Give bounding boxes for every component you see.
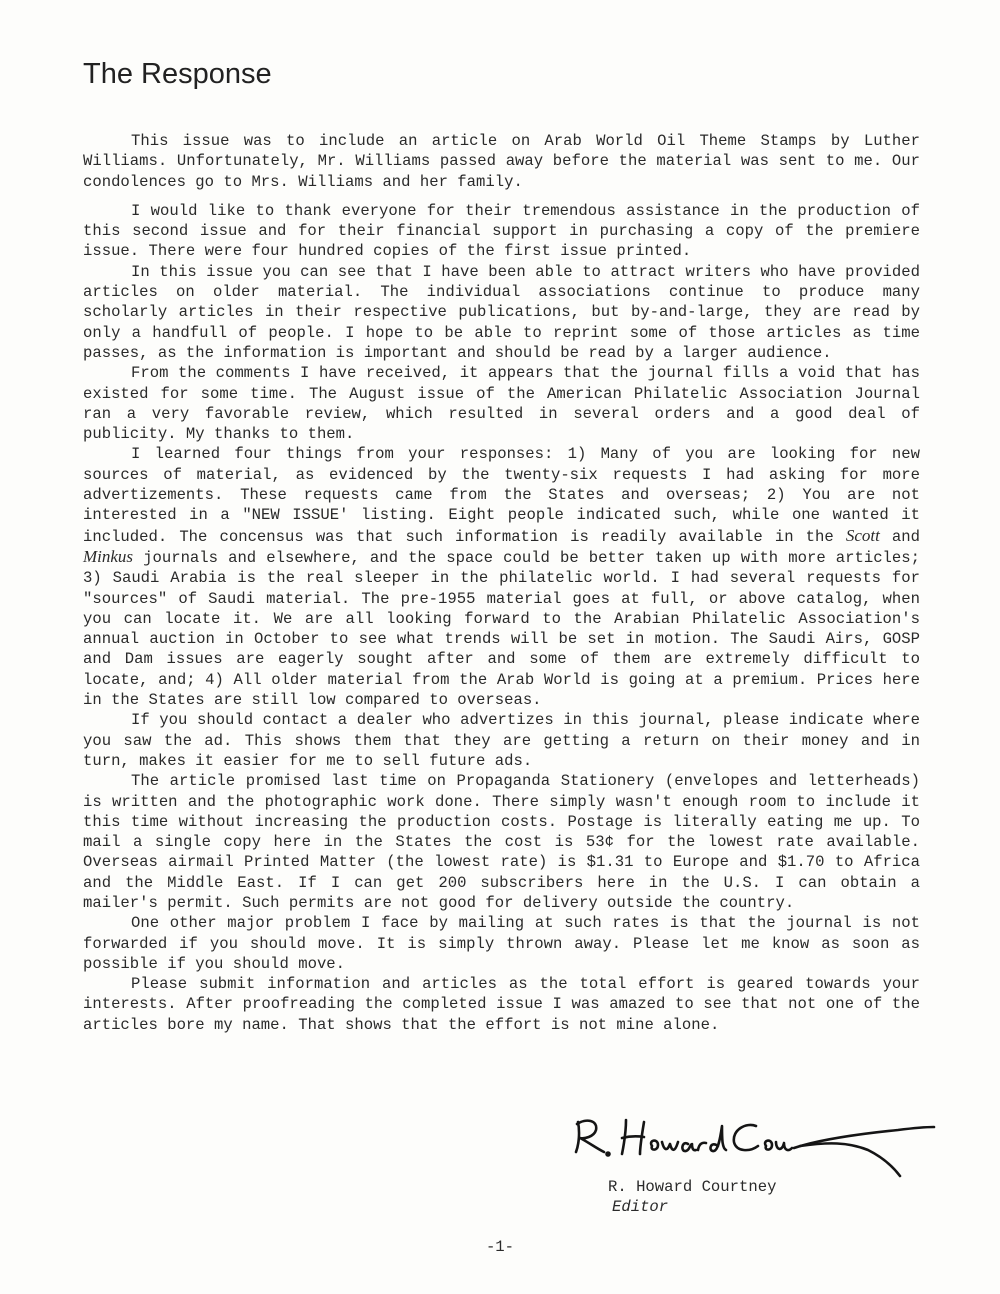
article-body [83,131,920,1035]
minkus-journal-name: Minkus [83,546,134,566]
paragraph-comments: From the comments I have received, it appears that the journal fills a void that has existed for some time. The August issue of the American Philatelic Association Journal ran a very favorable review, which resulted in several orders and a good deal of publicity. My thanks to them. [83,364,920,444]
paragraph-intro: This issue was to include an article on Arab World Oil Theme Stamps by Luther Williams. Unfortunately, Mr. Williams passed away before the material was sent to me. Our condolences go to Mrs. Williams and her family. [83,132,920,191]
paragraph-thanks: I would like to thank everyone for their tremendous assistance in the production of this second issue and for their financial support in purchasing a copy of the premiere issue. There were four hundred copies of the first issue printed. [83,201,920,261]
four-things-text-start: I learned four things from your responses: 1) Many of you are looking for new sources of material, as evidenced by the twenty-six requests I had asking for more advertizements. These requests came from the States and overseas; 2) You are not interested in a "NEW ISSUE' listing. Eight people indicated such, while one wanted it included. The concensus was that such information is readily available in the [83,445,920,546]
page-title: The Response [83,58,272,90]
editor-name: R. Howard Courtney [608,1178,777,1196]
editor-title: Editor [612,1198,669,1216]
four-things-text-end: journals and elsewhere, and the space could be better taken up with more articles; 3) Saudi Arabia is the real sleeper in the philatelic world. I had several requests for "sources" of Saudi material. The pre-1955 material goes at full, or above catalog, when you can locate it. We are all looking forward to the Arabian Philatelic Association's annual auction in October to see what trends will be set in motion. The Saudi Airs, GOSP and Dam issues are eagerly sought after and some of them are extremely difficult to locate, and; 4) All older material from the Arab World is going at a premium. Prices here in the States are still low compared to overseas. [83,548,920,710]
scott-journal-name: Scott [845,525,880,545]
paragraph-postage: The article promised last time on Propaganda Stationery (envelopes and letterheads) is written and the photographic work done. There simply wasn't enough room to include it this time without increasing the production costs. Postage is literally eating me up. To mail a single copy here in the States the cost is 53¢ for the lowest rate available. Overseas airmail Printed Matter (the lowest rate) is $1.31 to Europe and $1.70 to Africa and the Middle East. If I can get 200 subscribers here in the U.S. I can obtain a mailer's permit. Such permits are not good for delivery outside the country. [83,772,920,912]
paragraph-writers: In this issue you can see that I have been able to attract writers who have provided articles on older material. The individual associations continue to produce many scholarly articles in their respective publications, but by-and-large, they are read by only a handfull of people. I hope to be able to reprint some of those articles as time passes, as the information is important and should be read by a larger audience. [83,262,920,362]
paragraph-four-things [83,444,920,710]
four-things-text-and: and [879,527,921,546]
paragraph-forwarding: One other major problem I face by mailing at such rates is that the journal is not forwarded if you should move. It is simply thrown away. Please let me know as soon as possible if you should move. [83,914,920,973]
handwritten-signature [568,1110,938,1180]
paragraph-submit: Please submit information and articles as the total effort is geared towards your interests. After proofreading the completed issue I was amazed to see that not one of the articles bore my name. That shows that the effort is not mine alone. [83,975,920,1034]
page-number: -1- [485,1238,515,1256]
paragraph-dealers: If you should contact a dealer who advertizes in this journal, please indicate where you saw the ad. This shows them that they are getting a return on their money and in turn, makes it easier for me to sell future ads. [83,711,920,770]
